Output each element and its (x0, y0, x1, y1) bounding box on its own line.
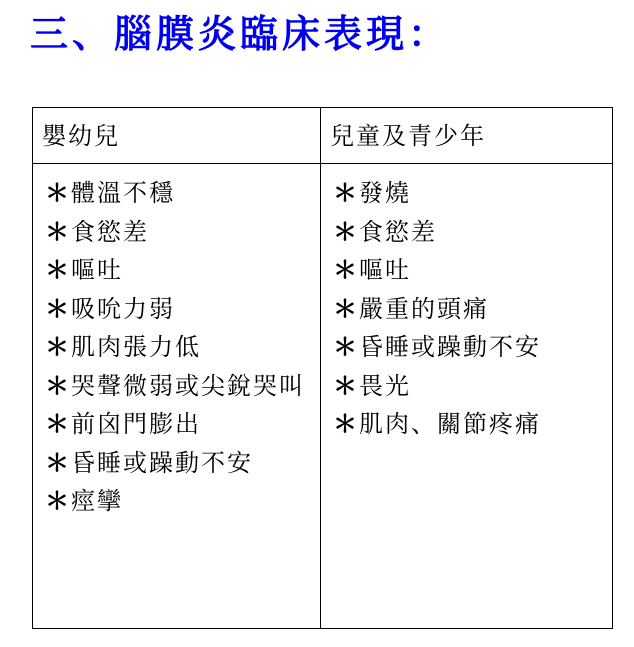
slide-title: 三、腦膜炎臨床表現： (30, 11, 451, 56)
list-item: ＊ 哭聲微弱或尖銳哭叫 (45, 367, 314, 406)
asterisk-bullet: ＊ (45, 255, 71, 284)
asterisk-bullet: ＊ (45, 447, 71, 477)
asterisk-bullet: ＊ (333, 216, 359, 246)
list-item: ＊ 嘔吐 (333, 251, 606, 290)
list-item: ＊ 食慾差 (333, 213, 606, 252)
list-item: ＊ 昏睡或躁動不安 (333, 328, 606, 367)
asterisk-bullet: ＊ (333, 370, 359, 400)
list-item: ＊ 痙攣 (45, 482, 314, 521)
asterisk-bullet: ＊ (45, 332, 71, 361)
asterisk-bullet: ＊ (45, 216, 71, 246)
infant-symptom-list (33, 164, 320, 521)
asterisk-bullet: ＊ (333, 255, 359, 284)
list-item: ＊ 肌肉張力低 (45, 328, 314, 367)
infant-symptoms-cell (33, 164, 321, 628)
list-item: ＊ 吸吮力弱 (45, 290, 314, 329)
asterisk-bullet: ＊ (333, 332, 359, 361)
header-children-adolescents: 兒童及青少年 (321, 108, 612, 164)
list-item: ＊ 發燒 (333, 174, 606, 213)
symptoms-table (32, 107, 613, 629)
list-item: ＊ 畏光 (333, 367, 606, 406)
list-item: ＊ 前囟門膨出 (45, 405, 314, 444)
asterisk-bullet: ＊ (45, 370, 71, 400)
list-item: ＊ 食慾差 (45, 213, 314, 252)
list-item: ＊ 昏睡或躁動不安 (45, 444, 314, 483)
child-symptom-list (321, 164, 612, 444)
asterisk-bullet: ＊ (45, 178, 71, 207)
list-item: ＊ 體溫不穩 (45, 174, 314, 213)
list-item: ＊ 嚴重的頭痛 (333, 290, 606, 329)
child-symptoms-cell (321, 164, 612, 628)
list-item: ＊ 肌肉、關節疼痛 (333, 405, 606, 444)
asterisk-bullet: ＊ (333, 293, 359, 323)
header-infants: 嬰幼兒 (33, 108, 321, 164)
asterisk-bullet: ＊ (45, 486, 71, 515)
asterisk-bullet: ＊ (333, 409, 359, 438)
asterisk-bullet: ＊ (45, 293, 71, 323)
asterisk-bullet: ＊ (45, 409, 71, 438)
asterisk-bullet: ＊ (333, 178, 359, 207)
list-item: ＊ 嘔吐 (45, 251, 314, 290)
